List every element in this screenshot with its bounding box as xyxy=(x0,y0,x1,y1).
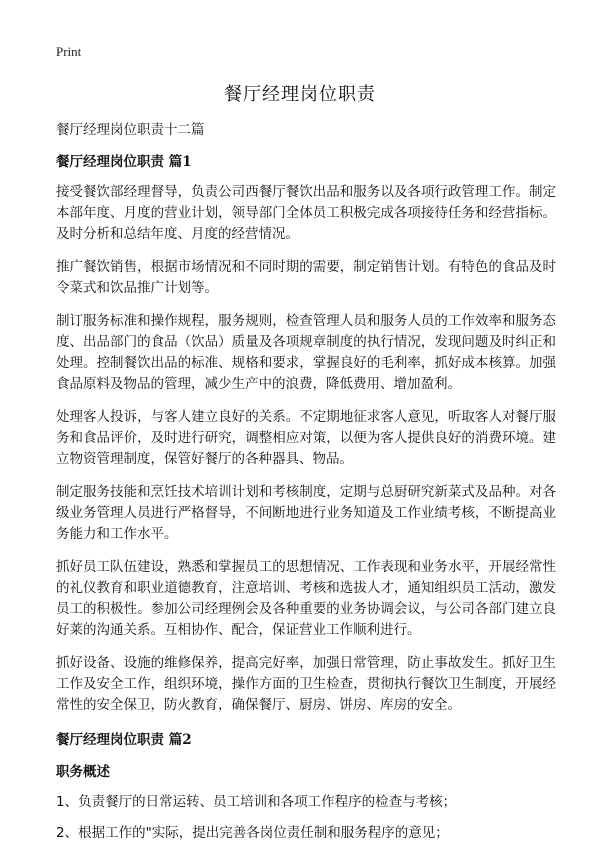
paragraph: 推广餐饮销售，根据市场情况和不同时期的需要，制定销售计划。有特色的食品及时令菜式和饮品推广计划等。 xyxy=(56,259,556,296)
paragraph: 制定服务技能和烹饪技术培训计划和考核制度，定期与总厨研究新菜式及品种。对各级业务管理人员进行严格督导，不间断地进行业务知道及工作业绩考核，不断提高业务能力和工作水平。 xyxy=(56,484,556,542)
paragraph: 抓好设备、设施的维修保养，提高完好率，加强日常管理，防止事故发生。抓好卫生工作及安全工作，组织环境，操作方面的卫生检查，贯彻执行餐饮卫生制度，开展经常性的安全保卫，防火教育，确保餐厅、厨房、饼房、库房的安全。 xyxy=(56,655,556,713)
paragraph: 抓好员工队伍建设，熟悉和掌握员工的思想情况、工作表现和业务水平，开展经常性的礼仪教育和职业道德教育，注意培训、考核和选拔人才，通知组织员工活动，激发员工的积极性。参加公司经理例会及各种重要的业务协调会议，与公司各部门建立良好莱的沟通关系。互相协作、配合，保证营业工作顺利进行。 xyxy=(56,559,556,638)
page-title: 餐厅经理岗位职责 xyxy=(224,84,376,105)
list-item: 2、根据工作的"实际，提出完善各岗位责任制和服务程序的意见； xyxy=(56,825,449,841)
document-content xyxy=(56,150,556,854)
paragraph: 制订服务标准和操作规程，服务规则，检查管理人员和服务人员的工作效率和服务态度、出品部门的食品（饮品）质量及各项规章制度的执行情况，发现问题及时纠正和处理。控制餐饮出品的标准、规格和要求，掌握良好的毛利率，抓好成本核算。加强食品原料及物品的管理，减少生产中的浪费，降低费用、增加盈利。 xyxy=(56,313,556,392)
sub-heading-job-overview: 职务概述 xyxy=(56,764,110,780)
paragraph: 处理客人投诉，与客人建立良好的关系。不定期地征求客人意见，听取客人对餐厅服务和食品评价，及时进行研究，调整相应对策，以便为客人提供良好的消费环境。建立物资管理制度，保管好餐厅的各种器具、物品。 xyxy=(56,409,556,467)
section-heading-2: 餐厅经理岗位职责 篇2 xyxy=(56,732,192,748)
section-heading-1: 餐厅经理岗位职责 篇1 xyxy=(56,154,192,170)
paragraph: 接受餐饮部经理督导，负责公司西餐厅餐饮出品和服务以及各项行政管理工作。制定本部年度、月度的营业计划，领导部门全体员工积极完成各项接待任务和经营指标。及时分析和总结年度、月度的经营情况。 xyxy=(56,184,556,242)
list-item: 1、负责餐厅的日常运转、员工培训和各项工作程序的检查与考核； xyxy=(56,794,457,810)
document-subtitle: 餐厅经理岗位职责十二篇 xyxy=(56,122,205,138)
print-label[interactable]: Print xyxy=(56,44,82,59)
